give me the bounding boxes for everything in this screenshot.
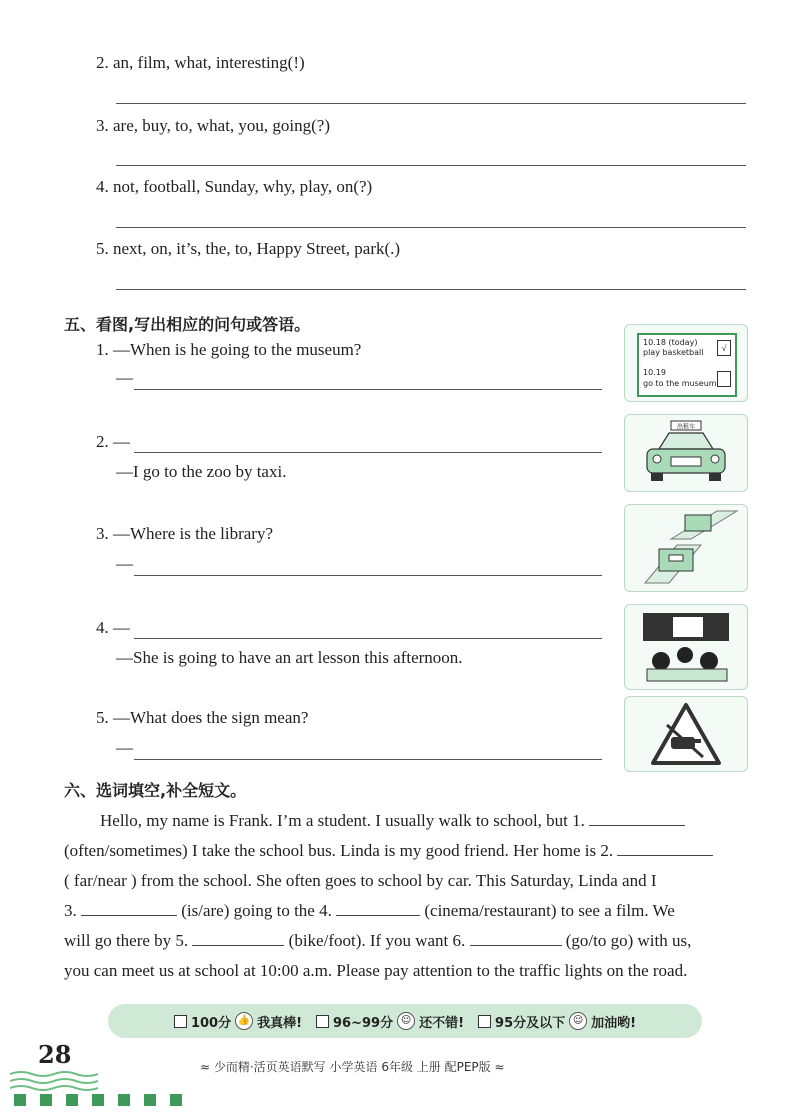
blank-4[interactable]	[336, 899, 420, 916]
question-2: 2. —	[96, 432, 130, 451]
empty-box	[717, 371, 731, 387]
question-5: 5. —What does the sign mean?	[96, 708, 309, 727]
check-box: √	[717, 340, 731, 356]
schedule-date-2: 10.19	[643, 368, 666, 377]
decor-square	[92, 1094, 104, 1106]
passage-text: (bike/foot). If you want 6.	[288, 931, 466, 950]
schedule-task-2: go to the museum	[643, 379, 717, 388]
reorder-item-4: 4. not, football, Sunday, why, play, on(?)	[96, 177, 373, 196]
passage-text: (often/sometimes) I take the school bus. Linda is my good friend. Her home is 2.	[64, 841, 614, 860]
decor-square	[170, 1094, 182, 1106]
blank-6[interactable]	[470, 929, 562, 946]
passage-line-4	[64, 896, 748, 926]
art-lesson-picture	[624, 604, 748, 690]
score-checkbox[interactable]	[174, 1015, 187, 1028]
decor-square	[14, 1094, 26, 1106]
answer-line[interactable]	[116, 103, 746, 104]
schedule-task-1: play basketball	[643, 348, 704, 357]
blank-3[interactable]	[81, 899, 177, 916]
legend-item-95	[478, 1012, 636, 1031]
score-legend	[108, 1004, 702, 1038]
page-number: 28	[38, 1040, 72, 1069]
answer-4: —She is going to have an art lesson this afternoon.	[116, 648, 463, 667]
question-3: 3. —Where is the library?	[96, 524, 274, 543]
score-checkbox[interactable]	[478, 1015, 491, 1028]
question-1: 1. —When is he going to the museum?	[96, 340, 362, 359]
reorder-item-3: 3. are, buy, to, what, you, going(?)	[96, 116, 331, 135]
score-checkbox[interactable]	[316, 1015, 329, 1028]
schedule-picture	[624, 324, 748, 402]
legend-score: 95分及以下	[495, 1015, 566, 1031]
library-picture	[624, 504, 748, 592]
passage-text: (go/to go) with us,	[565, 931, 692, 950]
passage-line-6	[64, 956, 748, 986]
legend-text: 我真棒!	[257, 1015, 303, 1031]
decor-square	[118, 1094, 130, 1106]
passage-text: 3.	[64, 901, 77, 920]
question-4: 4. —	[96, 618, 130, 637]
thumbs-up-icon: 👍	[235, 1012, 253, 1030]
legend-text: 还不错!	[419, 1015, 465, 1031]
cheer-face-icon: ☺	[569, 1012, 587, 1030]
answer-line[interactable]	[116, 289, 746, 290]
decor-square	[66, 1094, 78, 1106]
passage-line-5	[64, 926, 748, 956]
legend-text: 加油哟!	[591, 1015, 637, 1031]
blank-2[interactable]	[617, 839, 713, 856]
answer-line[interactable]	[134, 452, 602, 453]
passage-line-1	[64, 806, 748, 836]
no-touching-sign-icon	[625, 697, 747, 771]
answer-line[interactable]	[116, 165, 746, 166]
answer-line[interactable]	[134, 575, 602, 576]
legend-item-96	[316, 1012, 464, 1031]
sign-picture	[624, 696, 748, 772]
passage-text: will go there by 5.	[64, 931, 189, 950]
taxi-sign-text: 出租车	[676, 423, 696, 431]
section-6-heading: 六、选词填空,补全短文。	[64, 781, 247, 800]
passage-text: Hello, my name is Frank. I’m a student. I usually walk to school, but 1.	[100, 811, 585, 830]
passage-line-2	[64, 836, 748, 866]
classroom-icon	[625, 605, 747, 689]
answer-line[interactable]	[134, 638, 602, 639]
dash: —	[116, 368, 133, 387]
legend-item-100	[174, 1012, 302, 1031]
reorder-item-5: 5. next, on, it’s, the, to, Happy Street, park(.)	[96, 239, 401, 258]
library-map-icon	[625, 505, 747, 591]
dash: —	[116, 738, 133, 757]
schedule-date-1: 10.18 (today)	[643, 338, 698, 347]
decor-square	[144, 1094, 156, 1106]
taxi-picture	[624, 414, 748, 492]
smile-face-icon: ☺	[397, 1012, 415, 1030]
answer-line[interactable]	[134, 759, 602, 760]
blank-1[interactable]	[589, 809, 685, 826]
blank-5[interactable]	[192, 929, 284, 946]
taxi-icon	[625, 415, 747, 491]
passage-text: (is/are) going to the 4.	[181, 901, 332, 920]
footer-title: ≈ 少而精·活页英语默写 小学英语 6年级 上册 配PEP版 ≈	[200, 1060, 505, 1074]
wave-decoration-icon	[10, 1070, 100, 1092]
answer-line[interactable]	[134, 389, 602, 390]
section-5-heading: 五、看图,写出相应的问句或答语。	[64, 315, 311, 334]
passage-text: (cinema/restaurant) to see a film. We	[424, 901, 675, 920]
answer-2: —I go to the zoo by taxi.	[116, 462, 287, 481]
passage-text: ( far/near ) from the school. She often goes to school by car. This Saturday, Linda and I	[64, 871, 657, 890]
reorder-item-2: 2. an, film, what, interesting(!)	[96, 53, 305, 72]
legend-score: 96~99分	[333, 1015, 394, 1031]
legend-score: 100分	[190, 1015, 232, 1031]
dash: —	[116, 554, 133, 573]
passage-line-3	[64, 866, 748, 896]
answer-line[interactable]	[116, 227, 746, 228]
decor-square	[40, 1094, 52, 1106]
passage-text: you can meet us at school at 10:00 a.m. Please pay attention to the traffic lights on the road.	[64, 961, 688, 980]
